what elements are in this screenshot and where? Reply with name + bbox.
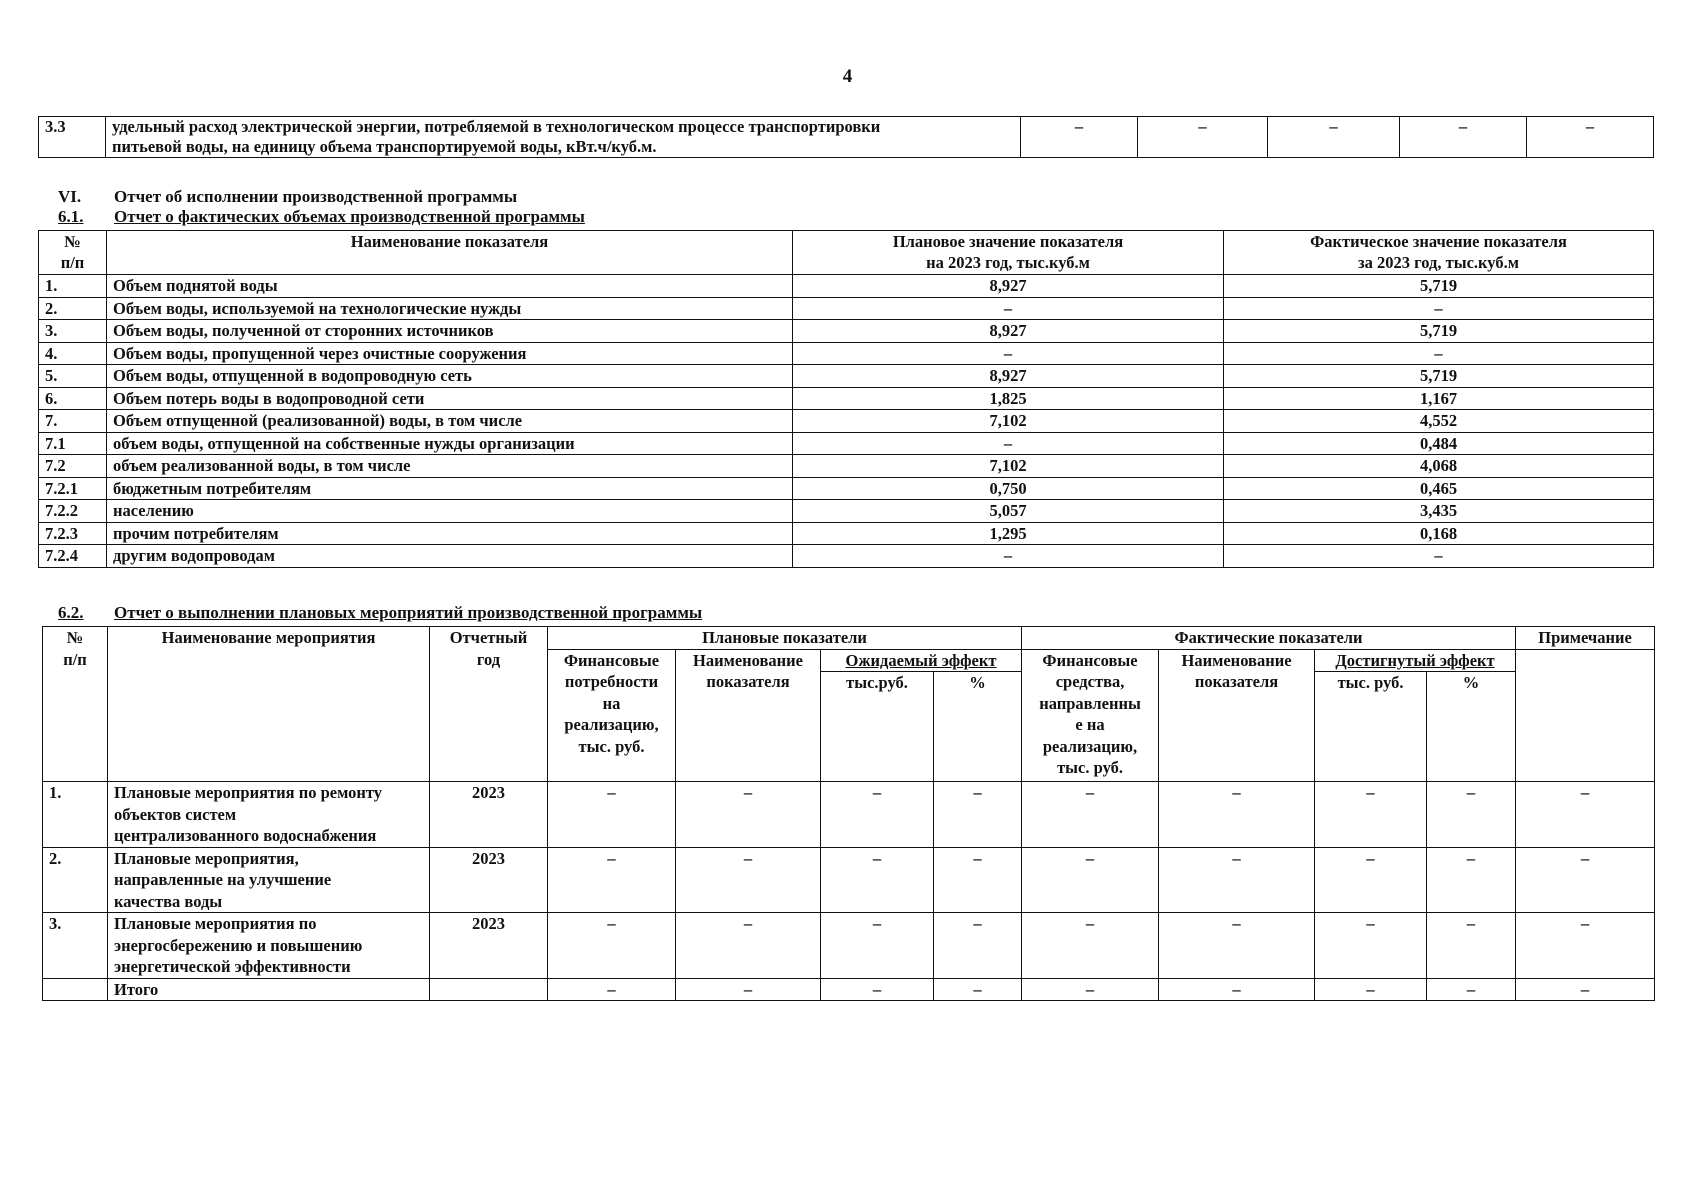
- fact-value: 0,465: [1224, 477, 1654, 500]
- expected-pct-value: –: [934, 782, 1022, 848]
- header-achieved-rub: тыс. руб.: [1315, 672, 1427, 782]
- header-text: Плановое значение показателя: [892, 232, 1124, 251]
- fact-value: 4,068: [1224, 455, 1654, 478]
- value-cell: –: [1021, 117, 1138, 158]
- row-number: 3.: [39, 320, 107, 343]
- row-number: 5.: [39, 365, 107, 388]
- header-number: [39, 231, 107, 275]
- fact-value: 0,484: [1224, 432, 1654, 455]
- header-note: Примечание: [1516, 627, 1655, 650]
- table-row: [39, 365, 1654, 388]
- header-note-empty: [1516, 649, 1655, 782]
- table-row: [39, 545, 1654, 568]
- header-expected-rub: тыс.руб.: [821, 672, 934, 782]
- fact-value: 5,719: [1224, 320, 1654, 343]
- header-text: на: [602, 693, 621, 713]
- header-expected-pct: %: [934, 672, 1022, 782]
- header-fin-spent: [1022, 649, 1159, 782]
- row-name: Объем воды, пропущенной через очистные сооружения: [107, 342, 793, 365]
- header-text: Финансовые: [563, 650, 660, 670]
- fact-value: 5,719: [1224, 275, 1654, 298]
- event-year: 2023: [430, 847, 548, 913]
- note-value: –: [1516, 782, 1655, 848]
- row-number: 2.: [43, 847, 108, 913]
- achieved-rub-value: –: [1315, 913, 1427, 979]
- row-name: бюджетным потребителям: [107, 477, 793, 500]
- table-row: [39, 342, 1654, 365]
- total-fin-need-value: –: [548, 978, 676, 1001]
- indicator-value: –: [676, 913, 821, 979]
- event-year: 2023: [430, 913, 548, 979]
- header-text: Наименование: [693, 650, 803, 670]
- header-number: [43, 627, 108, 782]
- fin-spent-value: –: [1022, 913, 1159, 979]
- expected-pct-value: –: [934, 913, 1022, 979]
- page-number: 4: [842, 66, 853, 87]
- section-title: Отчет о выполнении плановых мероприятий производственной программы: [114, 603, 703, 622]
- header-text: №: [66, 628, 84, 647]
- plan-value: –: [793, 432, 1224, 455]
- section-heading: [58, 603, 702, 623]
- event-name: [108, 913, 430, 979]
- header-text: показателя: [706, 672, 790, 691]
- plan-value: 5,057: [793, 500, 1224, 523]
- fin-spent-value: –: [1022, 847, 1159, 913]
- header-text: направленны: [1039, 693, 1141, 713]
- header-text: Отчетный: [449, 628, 528, 647]
- header-text: реализацию,: [564, 715, 659, 734]
- header-text: за 2023 год, тыс.куб.м: [1358, 253, 1519, 272]
- total-achieved-pct-value: –: [1427, 978, 1516, 1001]
- indicator-value: –: [676, 847, 821, 913]
- row-number: 7.2: [39, 455, 107, 478]
- total-number-empty: [43, 978, 108, 1001]
- header-text: год: [476, 649, 501, 669]
- row-name: Объем поднятой воды: [107, 275, 793, 298]
- row-number: 3.3: [39, 117, 106, 158]
- table-row: [39, 387, 1654, 410]
- row-name: Объем воды, полученной от сторонних источников: [107, 320, 793, 343]
- table-row: [39, 320, 1654, 343]
- value-cell: –: [1138, 117, 1268, 158]
- row-number: 7.2.3: [39, 522, 107, 545]
- header-text: Финансовые: [1042, 650, 1138, 670]
- header-text: Фактическое значение показателя: [1310, 232, 1567, 251]
- total-fin-spent-value: –: [1022, 978, 1159, 1001]
- plan-value: 7,102: [793, 455, 1224, 478]
- row-text-line: удельный расход электрической энергии, потребляемой в технологическом процессе транспортировки: [112, 117, 881, 136]
- event-name: [108, 847, 430, 913]
- fin-spent-value: –: [1022, 782, 1159, 848]
- event-name-line: централизованного водоснабжения: [114, 826, 377, 845]
- fact-value: –: [1224, 342, 1654, 365]
- row-number: 7.2.2: [39, 500, 107, 523]
- header-fact: [1224, 231, 1654, 275]
- row-name: Объем отпущенной (реализованной) воды, в том числе: [107, 410, 793, 433]
- header-text: средства,: [1055, 672, 1125, 691]
- volumes-table: [38, 230, 1654, 568]
- table-row: [39, 432, 1654, 455]
- plan-value: 8,927: [793, 320, 1224, 343]
- header-year: [430, 627, 548, 782]
- event-year: 2023: [430, 782, 548, 848]
- row-number: 1.: [43, 782, 108, 848]
- header-indicator-name-2: [1159, 649, 1315, 782]
- header-text: Наименование: [1181, 650, 1292, 670]
- row-name: объем воды, отпущенной на собственные нужды организации: [107, 432, 793, 455]
- fact-value: –: [1224, 545, 1654, 568]
- plan-value: 1,295: [793, 522, 1224, 545]
- header-text: тыс. руб.: [1057, 758, 1123, 777]
- event-name-line: Плановые мероприятия по ремонту: [114, 783, 382, 802]
- section-title: Отчет о фактических объемах производственной программы: [114, 207, 585, 226]
- fact-value: –: [1224, 297, 1654, 320]
- header-expected-effect: Ожидаемый эффект: [821, 649, 1022, 672]
- total-expected-pct-value: –: [934, 978, 1022, 1001]
- section-number: 6.1.: [58, 207, 84, 226]
- section-number: VI.: [58, 187, 82, 206]
- plan-value: –: [793, 342, 1224, 365]
- achieved-pct-value: –: [1427, 913, 1516, 979]
- value-cell: –: [1268, 117, 1400, 158]
- value-cell: –: [1527, 117, 1654, 158]
- plan-value: 1,825: [793, 387, 1224, 410]
- row-number: 7.: [39, 410, 107, 433]
- header-planned: Плановые показатели: [548, 627, 1022, 650]
- row-name: Объем воды, отпущенной в водопроводную сеть: [107, 365, 793, 388]
- table-row: [39, 500, 1654, 523]
- row-name: Объем потерь воды в водопроводной сети: [107, 387, 793, 410]
- table-row: [43, 913, 1655, 979]
- row-number: 7.2.4: [39, 545, 107, 568]
- indicator-value: –: [676, 782, 821, 848]
- continuation-table: [38, 116, 1654, 158]
- plan-value: 8,927: [793, 275, 1224, 298]
- fin-need-value: –: [548, 782, 676, 848]
- header-achieved-effect: Достигнутый эффект: [1315, 649, 1516, 672]
- event-name-line: объектов систем: [114, 804, 237, 824]
- note-value: –: [1516, 847, 1655, 913]
- row-name: объем реализованной воды, в том числе: [107, 455, 793, 478]
- table-row: [43, 782, 1655, 848]
- plan-value: –: [793, 545, 1224, 568]
- section-heading: [58, 207, 585, 227]
- header-name: Наименование показателя: [107, 231, 793, 275]
- header-text: реализацию,: [1042, 736, 1138, 756]
- row-number: 1.: [39, 275, 107, 298]
- total-expected-rub-value: –: [821, 978, 934, 1001]
- achieved-rub-value: –: [1315, 847, 1427, 913]
- table-row: [39, 297, 1654, 320]
- indicator-2-value: –: [1159, 913, 1315, 979]
- note-value: –: [1516, 913, 1655, 979]
- header-text: п/п: [60, 253, 85, 272]
- table-row: [39, 275, 1654, 298]
- table-row: [39, 477, 1654, 500]
- header-text: тыс. руб.: [578, 736, 645, 756]
- header-text: п/п: [63, 649, 87, 669]
- table-row: [39, 522, 1654, 545]
- row-number: 2.: [39, 297, 107, 320]
- fact-value: 3,435: [1224, 500, 1654, 523]
- table-header-row: [39, 231, 1654, 275]
- header-indicator-name: [676, 649, 821, 782]
- row-number: 4.: [39, 342, 107, 365]
- table-row: [43, 847, 1655, 913]
- total-row: [43, 978, 1655, 1001]
- row-name: другим водопроводам: [107, 545, 793, 568]
- value-cell: –: [1400, 117, 1527, 158]
- fact-value: 0,168: [1224, 522, 1654, 545]
- fin-need-value: –: [548, 847, 676, 913]
- achieved-pct-value: –: [1427, 782, 1516, 848]
- plan-value: 8,927: [793, 365, 1224, 388]
- row-name: населению: [107, 500, 793, 523]
- plan-value: –: [793, 297, 1224, 320]
- event-name-line: Плановые мероприятия по: [114, 914, 317, 933]
- table-header-row: [43, 627, 1655, 650]
- total-year-empty: [430, 978, 548, 1001]
- fact-value: 4,552: [1224, 410, 1654, 433]
- header-text: на 2023 год, тыс.куб.м: [926, 253, 1090, 272]
- fact-value: 5,719: [1224, 365, 1654, 388]
- header-text: №: [64, 232, 81, 251]
- header-text: показателя: [1194, 672, 1279, 691]
- table-row: [39, 455, 1654, 478]
- row-text: [106, 117, 1021, 158]
- header-fin-need: [548, 649, 676, 782]
- fact-value: 1,167: [1224, 387, 1654, 410]
- event-name: [108, 782, 430, 848]
- table-row: [39, 410, 1654, 433]
- row-number: 7.1: [39, 432, 107, 455]
- event-name-line: направленные на улучшение: [114, 870, 332, 889]
- total-achieved-rub-value: –: [1315, 978, 1427, 1001]
- achieved-pct-value: –: [1427, 847, 1516, 913]
- row-number: 7.2.1: [39, 477, 107, 500]
- header-text: е на: [1075, 715, 1105, 734]
- achieved-rub-value: –: [1315, 782, 1427, 848]
- table-row: [39, 117, 1654, 158]
- indicator-2-value: –: [1159, 847, 1315, 913]
- section-heading: [58, 187, 517, 207]
- section-number: 6.2.: [58, 603, 84, 622]
- expected-rub-value: –: [821, 782, 934, 848]
- total-label: Итого: [108, 978, 430, 1001]
- row-name: прочим потребителям: [107, 522, 793, 545]
- total-indicator-2-value: –: [1159, 978, 1315, 1001]
- row-name: Объем воды, используемой на технологические нужды: [107, 297, 793, 320]
- plan-value: 0,750: [793, 477, 1224, 500]
- events-table: [42, 626, 1655, 1001]
- event-name-line: качества воды: [114, 891, 223, 911]
- header-plan: [793, 231, 1224, 275]
- row-text-line: питьевой воды, на единицу объема транспортируемой воды, кВт.ч/куб.м.: [112, 137, 657, 156]
- expected-pct-value: –: [934, 847, 1022, 913]
- event-name-line: энергетической эффективности: [114, 957, 351, 976]
- row-number: 6.: [39, 387, 107, 410]
- total-note-value: –: [1516, 978, 1655, 1001]
- row-number: 3.: [43, 913, 108, 979]
- header-achieved-pct: %: [1427, 672, 1516, 782]
- plan-value: 7,102: [793, 410, 1224, 433]
- header-actual: Фактические показатели: [1022, 627, 1516, 650]
- event-name-line: Плановые мероприятия,: [114, 848, 299, 868]
- header-event-name: Наименование мероприятия: [108, 627, 430, 782]
- section-title: Отчет об исполнении производственной программы: [114, 187, 518, 206]
- expected-rub-value: –: [821, 847, 934, 913]
- event-name-line: энергосбережению и повышению: [114, 935, 363, 955]
- indicator-2-value: –: [1159, 782, 1315, 848]
- expected-rub-value: –: [821, 913, 934, 979]
- fin-need-value: –: [548, 913, 676, 979]
- header-text: потребности: [564, 672, 659, 691]
- total-indicator-value: –: [676, 978, 821, 1001]
